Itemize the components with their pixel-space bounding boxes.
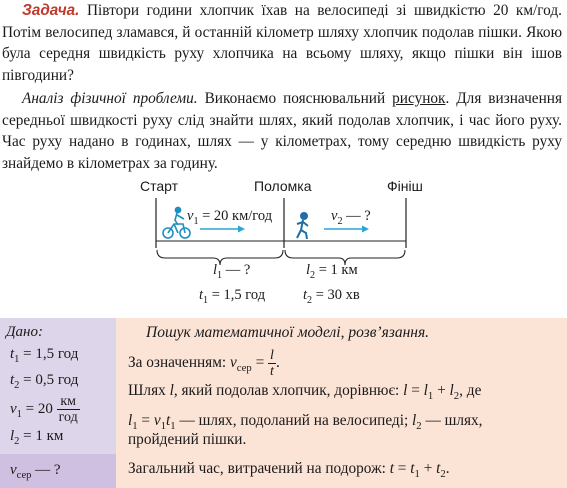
- given-v1: $v_1 = 20$ $\frac{км}{\text{год}}$: [10, 394, 78, 425]
- given-t1: $t_1 = 1,5$ год: [10, 346, 79, 365]
- task-text: Півтори години хлопчик їхав на велосипеді зі швидкістю 20 км/год. Потім велосипед зламався, й останній кілометр шляху хлопчик подолав пішки. Якою була середня швидкість руху хлопчика на всьому шляху, якщо пішки він ішов півгодини?: [2, 2, 562, 84]
- diagram-lines: [0, 172, 567, 312]
- task-paragraph: [2, 0, 562, 86]
- v1-label: $v_1 = 20$ км/год: [187, 208, 273, 227]
- solution-total-time: Загальний час, витрачений на подорож: $t = t_1 + t_2$.: [128, 460, 450, 481]
- given-box: [0, 318, 116, 454]
- given-l2: $l_2 = 1$ км: [10, 428, 64, 447]
- task-label: Задача.: [22, 2, 80, 19]
- figure-link[interactable]: рисунок: [392, 90, 446, 107]
- solution-walk-note: пройдений пішки.: [128, 431, 247, 448]
- finish-label: Фініш: [387, 178, 423, 194]
- v2-label: $v_2$ — ?: [331, 208, 371, 227]
- solution-box: [116, 318, 567, 488]
- analysis-text-before: Виконаємо пояснювальний: [204, 90, 386, 107]
- solution-path-def: $l_1 = v_1t_1$ — шлях, подоланий на велосипеді; $l_2$ — шлях,: [128, 412, 483, 433]
- bicycle-icon: [163, 207, 190, 238]
- walker-icon: [297, 213, 308, 239]
- t2-label: $t_2 = 30$ хв: [303, 287, 360, 306]
- given-t2: $t_2 = 0,5$ год: [10, 372, 79, 391]
- solution-title: Пошук математичної моделі, розв’язання.: [146, 324, 430, 341]
- given-title: Дано:: [6, 324, 43, 340]
- analysis-text-after: . Для визначення середньої швидкості руху слід знайти шлях, який подолав хлопчик, і час його руху. Час руху надано в годинах, шлях — у кілометрах, тому середню швидкість руху знайдемо в кілометрах за годину.: [2, 90, 563, 172]
- t1-label: $t_1 = 1,5$ год: [199, 287, 266, 306]
- solution-section: [0, 318, 567, 488]
- analysis-label: Аналіз фізичної проблеми.: [22, 90, 198, 107]
- analysis-paragraph: [2, 88, 562, 174]
- breakdown-label: Поломка: [254, 178, 312, 194]
- l1-label: $l_1$ — ?: [213, 262, 251, 281]
- solution-path-sum: Шлях l, який подолав хлопчик, дорівнює: $l = l_1 + l_2$, де: [128, 382, 482, 403]
- solution-definition: За означенням: $v_{сер}$ = $\frac{l}{t}$ .: [128, 348, 280, 379]
- motion-diagram: [0, 172, 567, 312]
- find-vavg: $v_{сер}$ — ?: [10, 462, 61, 481]
- start-label: Старт: [140, 178, 179, 194]
- find-box: [0, 454, 116, 488]
- l2-label: $l_2 = 1$ км: [306, 262, 358, 281]
